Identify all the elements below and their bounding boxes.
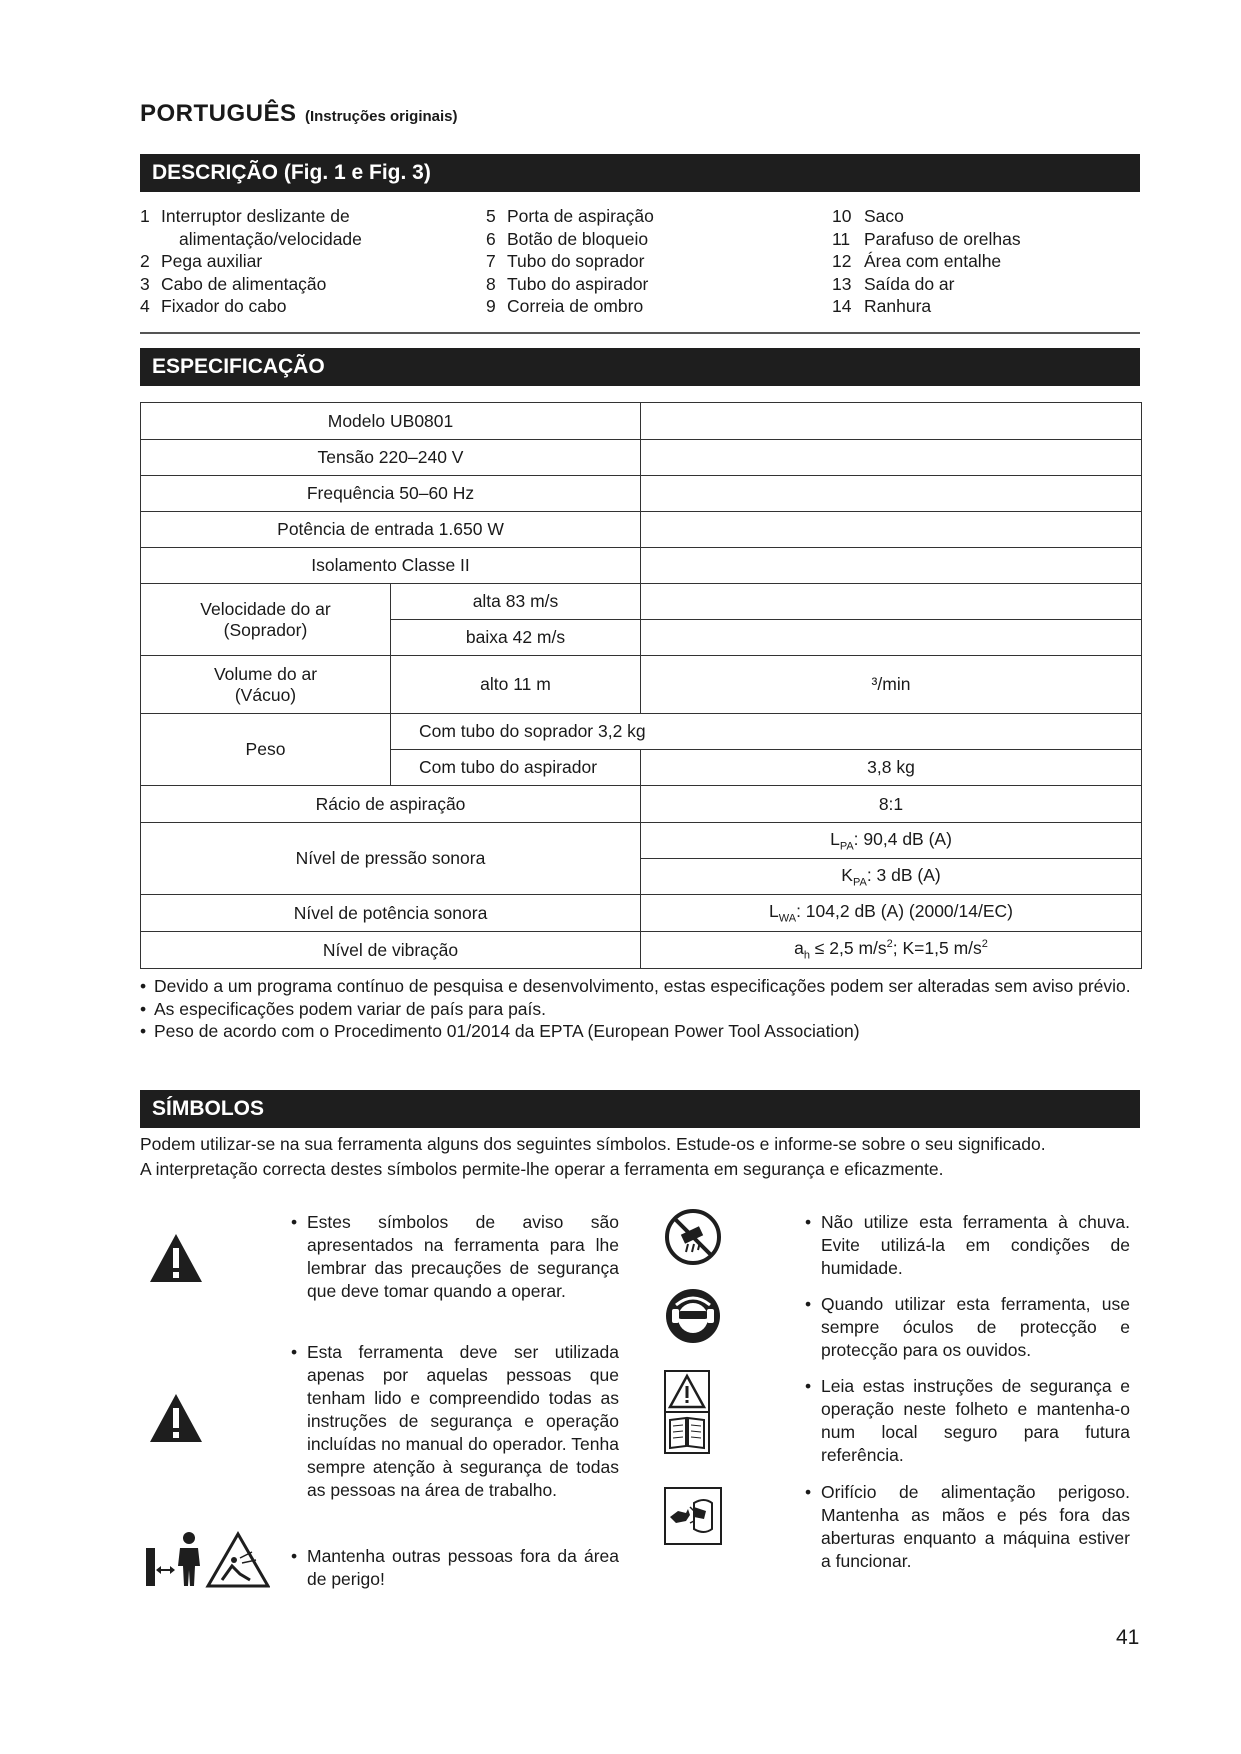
language-subtitle: (Instruções originais) [304, 108, 458, 125]
symbols-left-text-3: • Mantenha outras pessoas fora da área de perigo! [291, 1546, 619, 1589]
list-item: 9 Correia de ombro [486, 296, 644, 316]
weight-label: Peso [141, 714, 391, 786]
parts-list-col1 [140, 205, 362, 318]
list-item: 13 Saída do ar [832, 273, 955, 294]
table-row [141, 714, 1142, 750]
air-volume-value: alto 11 m [391, 656, 641, 714]
power-level-label: Nível de potência sonora [141, 895, 641, 932]
note-item: • Peso de acordo com o Procedimento 01/2014 da EPTA (European Power Tool Association) [140, 1021, 860, 1041]
weight-blower: Com tubo do soprador 3,2 kg [391, 714, 1142, 750]
table-row [141, 656, 1142, 714]
list-item: 7 Tubo do soprador [486, 251, 645, 271]
no-rain-icon [664, 1208, 722, 1271]
list-item: 10 Saco [832, 206, 904, 226]
table-row [141, 440, 1142, 476]
parts-list-col3 [832, 205, 1021, 318]
power-cell: Potência de entrada 1.650 W [141, 512, 641, 548]
table-row [141, 932, 1142, 969]
insulation-cell: Isolamento Classe II [141, 548, 641, 584]
air-volume-unit: ³/min [641, 656, 1142, 714]
list-item: alimentação/velocidade [179, 228, 362, 249]
description-section-title: DESCRIÇÃO (Fig. 1 e Fig. 3) [140, 154, 1140, 192]
list-item: 3 Cabo de alimentação [140, 273, 327, 294]
warning-triangle-icon [148, 1232, 204, 1289]
list-item: 11 Parafuso de orelhas [832, 228, 1021, 249]
pressure-label: Nível de pressão sonora [141, 823, 641, 895]
symbols-left-text-2: • Esta ferramenta deve ser utilizada apenas por aquelas pessoas que tenham lido e compreendido todas as instruções de segurança e operação incluídas no manual do operador. Tenha sempre atenção à segurança de todas as pessoas na área de trabalho. [291, 1342, 619, 1500]
table-row [141, 786, 1142, 823]
weight-vacuum-label: Com tubo do aspirador [391, 750, 641, 786]
goggles-ear-protection-icon [664, 1287, 722, 1350]
symbols-left-text-1: • Estes símbolos de aviso são apresentados na ferramenta para lhe lembrar das precauções de segurança que deve tomar quando a operar. [291, 1212, 619, 1301]
keep-distance-icon [144, 1530, 270, 1593]
table-row [141, 512, 1142, 548]
list-item: 4 Fixador do cabo [140, 296, 287, 316]
frequency-cell: Frequência 50–60 Hz [141, 476, 641, 512]
page-heading [140, 100, 458, 128]
symbols-section-title: SÍMBOLOS [140, 1090, 1140, 1128]
note-item: • Devido a um programa contínuo de pesquisa e desenvolvimento, estas especificações podem ser alteradas sem aviso prévio. [140, 976, 1131, 996]
table-row [141, 548, 1142, 584]
symbols-right-text-1: • Não utilize esta ferramenta à chuva. Evite utilizá-la em condições de humidade. [805, 1212, 1130, 1278]
page-number: 41 [1116, 1626, 1140, 1649]
pressure-lpa: $L_{PA}$: 90,4 dB (A) [641, 823, 1142, 859]
table-row [141, 895, 1142, 932]
list-item: 14 Ranhura [832, 296, 932, 316]
vibration-value: $a_h \le 2,5$ $m/s^2$; K=1,5 $m/s^2$ [641, 932, 1142, 969]
specification-table [140, 402, 1142, 969]
air-speed-high: alta 83 m/s [391, 584, 641, 620]
list-item: 8 Tubo do aspirador [486, 273, 649, 294]
list-item: 2 Pega auxiliar [140, 251, 263, 271]
note-item: • As especificações podem variar de país para país. [140, 998, 547, 1019]
specification-section-title: ESPECIFICAÇÃO [140, 348, 1140, 386]
list-item: 12 Área com entalhe [832, 251, 1002, 271]
table-row [141, 403, 1142, 440]
spec-notes [140, 975, 1145, 1043]
mulching-value: 8:1 [641, 786, 1142, 823]
symbols-intro: Podem utilizar-se na sua ferramenta alguns dos seguintes símbolos. Estude-os e informe-se sobre o seu significado. A interpretação correcta destes símbolos permite-lhe operar a ferramenta em segurança e eficazmente. [140, 1134, 1046, 1179]
symbols-right-text-4: • Orifício de alimentação perigoso. Mantenha as mãos e pés fora das aberturas enquanto a máquina estiver a funcionar. [805, 1482, 1130, 1571]
symbols-right-text-3: • Leia estas instruções de segurança e operação neste folheto e mantenha-o num local seguro para futura referência. [805, 1376, 1130, 1465]
air-speed-label: Velocidade do ar (Soprador) [141, 584, 391, 656]
voltage-cell: Tensão 220–240 V [141, 440, 641, 476]
model-cell: Modelo UB0801 [141, 403, 641, 440]
table-row [141, 823, 1142, 859]
language-title: PORTUGUÊS [140, 100, 297, 127]
symbols-right-text-2: • Quando utilizar esta ferramenta, use sempre óculos de protecção e protecção para os ouvidos. [805, 1294, 1130, 1360]
vibration-label: Nível de vibração [141, 932, 641, 969]
pressure-kpa: $K_{PA}$: 3 dB (A) [641, 859, 1142, 895]
mulching-label: Rácio de aspiração [141, 786, 641, 823]
power-level-value: $L_{WA}$: 104,2 dB (A) (2000/14/EC) [641, 895, 1142, 932]
parts-list-col2 [486, 205, 654, 318]
table-row [141, 584, 1142, 620]
list-item: 1 Interruptor deslizante de [140, 206, 350, 226]
list-item: 5 Porta de aspiração [486, 206, 654, 226]
weight-vacuum-value: 3,8 kg [641, 750, 1142, 786]
air-speed-low: baixa 42 m/s [391, 620, 641, 656]
warning-triangle-icon [148, 1392, 204, 1449]
table-row [141, 476, 1142, 512]
divider [140, 332, 1140, 334]
read-manual-icon [664, 1370, 710, 1459]
hand-foot-hazard-icon [664, 1487, 722, 1550]
list-item: 6 Botão de bloqueio [486, 228, 649, 249]
air-volume-label: Volume do ar (Vácuo) [141, 656, 391, 714]
